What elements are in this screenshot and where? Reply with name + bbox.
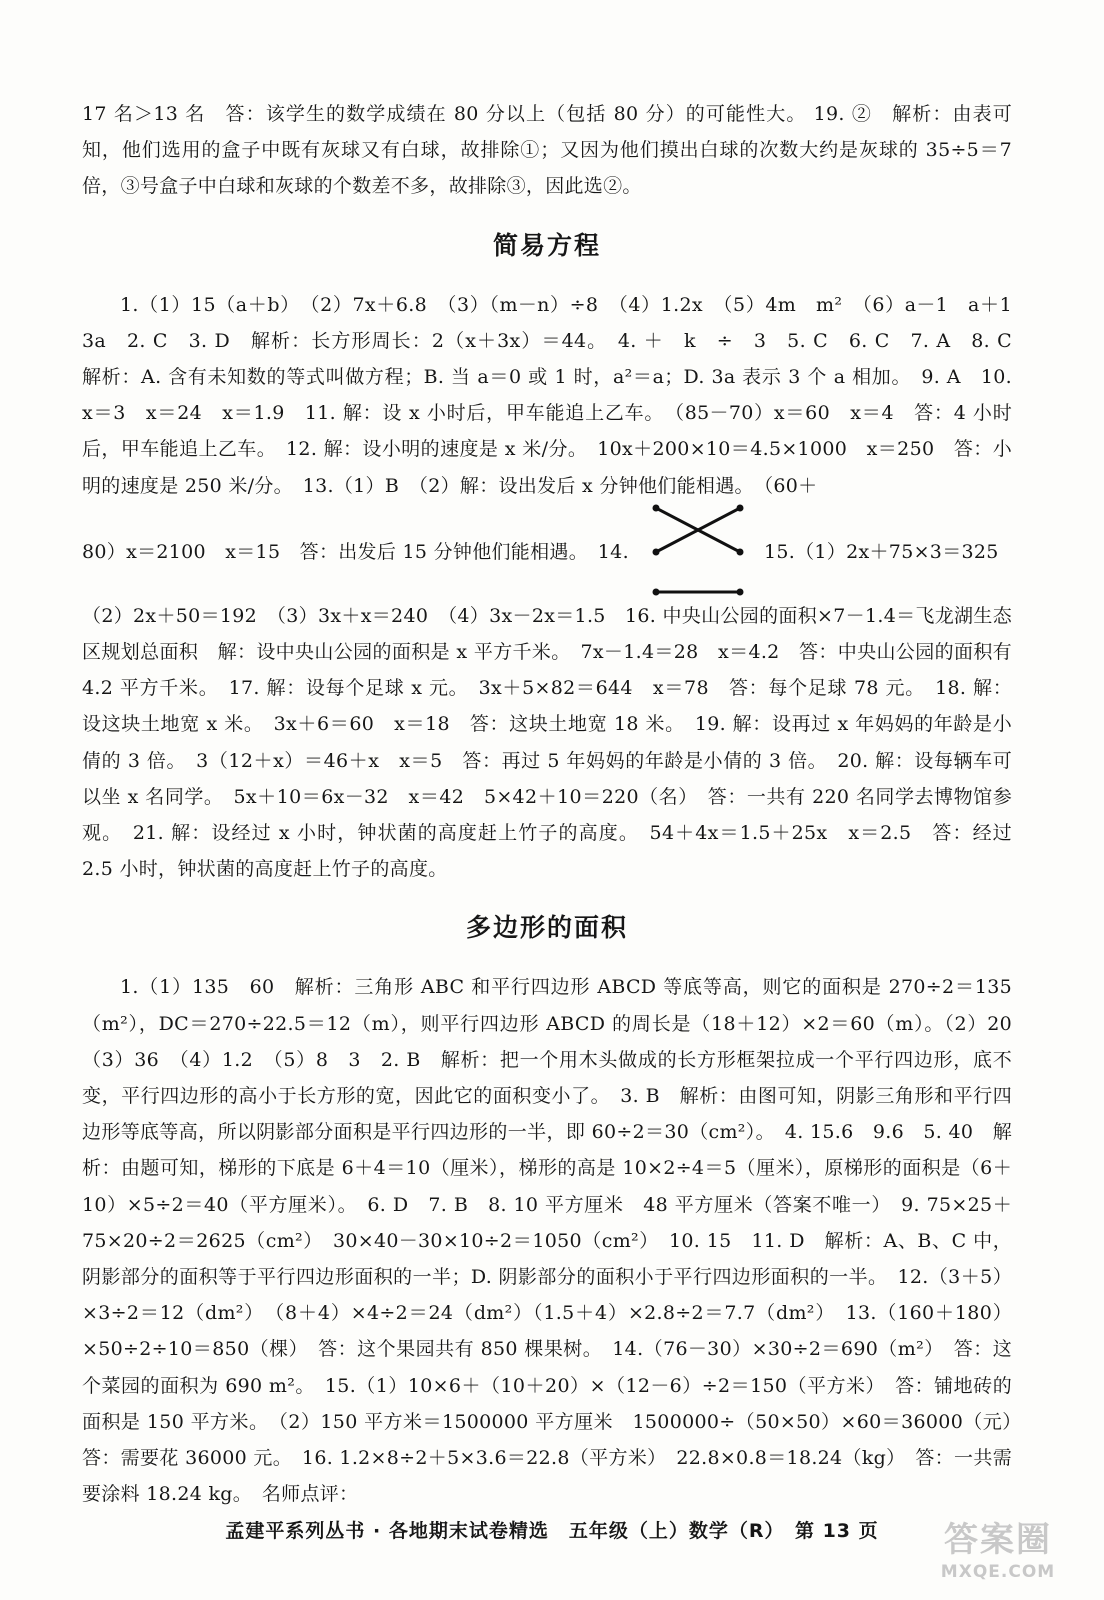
equations-answers-figure-left: 80）x＝2100 x＝15 答：出发后 15 分钟他们能相遇。 14. <box>82 540 629 563</box>
watermark-text: 答案圈 <box>944 1520 1052 1560</box>
page-content <box>82 96 1032 1513</box>
dot <box>653 588 660 595</box>
equations-answers-figure-right: 15.（1）2x＋75×3＝325 <box>764 540 999 563</box>
matching-lines-figure <box>646 504 756 598</box>
watermark-logo <box>918 1518 1078 1592</box>
dot <box>737 504 744 511</box>
top-paragraph: 17 名＞13 名 答：该学生的数学成绩在 80 分以上（包括 80 分）的可能性大。 19. ② 解析：由表可知，他们选用的盒子中既有灰球又有白球，故排除①；又因为他们摸出白球的次数大约是灰球的 35÷5＝7 倍，③号盒子中白球和灰球的个数差不多，故排除③，因此选②。 <box>82 103 1019 198</box>
dot <box>653 548 660 555</box>
equations-answers-part2: （2）2x＋50＝192 （3）3x＋x＝240 （4）3x－2x＝1.5 16. 中央山公园的面积×7－1.4＝飞龙湖生态区规划总面积 解：设中央山公园的面积是 x 平方千米。 7x－1.4＝28 x＝4.2 答：中央山公园的面积有 4.2 平方千米。 17. 解：设每个足球 x 元。 3x＋5×82＝644 x＝78 答：每个足球 78 元。 18. 解：设这块土地宽 x 米。 3x＋6＝60 x＝18 答：这块土地宽 18 米。 19. 解：设再过 x 年妈妈的年龄是小倩的 3 倍。 3（12＋x）＝46＋x x＝5 答：再过 5 年妈妈的年龄是小倩的 3 倍。 20. 解：设每辆车可以坐 x 名同学。 5x＋10＝6x－32 x＝42 5×42＋10＝220（名） 答：一共有 220 名同学去博物馆参观。 21. 解：设经过 x 小时，钟状菌的高度赶上竹子的高度。 54＋4x＝1.5＋25x x＝2.5 答：经过 2.5 小时，钟状菌的高度赶上竹子的高度。 <box>82 604 1019 881</box>
section-title-equations: 简易方程 <box>492 230 601 260</box>
watermark-url: MXQE.COM <box>940 1562 1056 1582</box>
section-title-polygon-area: 多边形的面积 <box>465 913 628 943</box>
dot <box>737 588 744 595</box>
matching-figure-line <box>82 504 1012 598</box>
polygon-area-answers: 1.（1）135 60 解析：三角形 ABC 和平行四边形 ABCD 等底等高，则它的面积是 270÷2＝135（m²），DC＝270÷22.5＝12（m），则平行四边形 ABCD 的周长是（18＋12）×2＝60（m）。（2）20 （3）36 （4）1.2 （5）8 3 2. B 解析：把一个用木头做成的长方形框架拉成一个平行四边形，底不变，平行四边形的高小于长方形的宽，因此它的面积变小了。 3. B 解析：由图可知，阴影三角形和平行四边形等底等高，所以阴影部分面积是平行四边形的一半，即 60÷2＝30（cm²）。 4. 15.6 9.6 5. 40 解析：由题可知，梯形的下底是 6＋4＝10（厘米），梯形的高是 10×2÷4＝5（厘米），原梯形的面积是（6＋10）×5÷2＝40（平方厘米）。 6. D 7. B 8. 10 平方厘米 48 平方厘米（答案不唯一） 9. 75×25＋75×20÷2＝2625（cm²） 30×40－30×10÷2＝1050（cm²） 10. 15 11. D 解析：A、B、C 中，阴影部分的面积等于平行四边形面积的一半；D. 阴影部分的面积小于平行四边形面积的一半。 12.（3＋5）×3÷2＝12（dm²） （8＋4）×4÷2＝24（dm²）（1.5＋4）×2.8÷2＝7.7（dm²） 13.（160＋180）×50÷2÷10＝850（棵） 答：这个果园共有 850 棵果树。 14.（76－30）×30÷2＝690（m²） 答：这个菜园的面积为 690 m²。 15.（1）10×6＋（10＋20）×（12－6）÷2＝150（平方米） 答：铺地砖的面积是 150 平方米。 （2）150 平方米＝1500000 平方厘米 1500000÷（50×50）×60＝36000（元） 答：需要花 36000 元。 16. 1.2×8÷2＋5×3.6＝22.8（平方米） 22.8×0.8＝18.24（kg） 答：一共需要涂料 18.24 kg。 名师点评： <box>82 976 1032 1506</box>
equations-answers-part1: 1.（1）15（a＋b） （2）7x＋6.8 （3）（m－n）÷8 （4）1.2x （5）4m m² （6）a－1 a＋1 3a 2. C 3. D 解析：长方形周长：2（x＋3x）＝44。 4. ＋ k ÷ 3 5. C 6. C 7. A 8. C 解析：A. 含有未知数的等式叫做方程；B. 当 a＝0 或 1 时，a²＝a；D. 3a 表示 3 个 a 相加。 9. A 10. x＝3 x＝24 x＝1.9 11. 解：设 x 小时后，甲车能追上乙车。 （85－70）x＝60 x＝4 答：4 小时后，甲车能追上乙车。 12. 解：设小明的速度是 x 米/分。 10x＋200×10＝4.5×1000 x＝250 答：小明的速度是 250 米/分。 13.（1）B （2）解：设出发后 x 分钟他们能相遇。 （60＋ <box>82 293 1032 497</box>
dot <box>737 548 744 555</box>
dot <box>653 504 660 511</box>
page-footer: 孟建平系列丛书 · 各地期末试卷精选 五年级（上）数学（R） 第 13 页 <box>225 1520 879 1542</box>
